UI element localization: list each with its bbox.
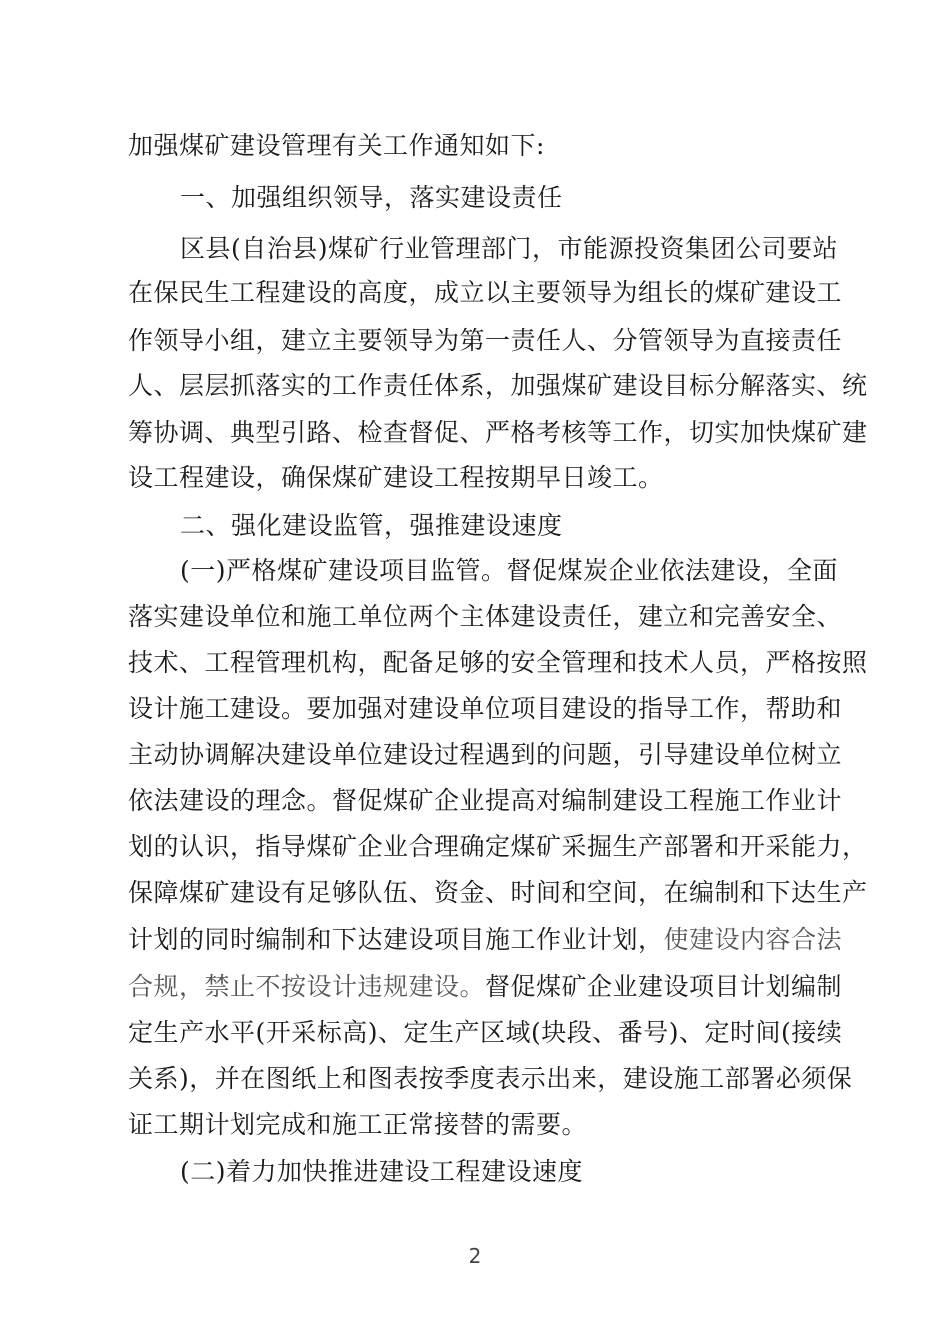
- paragraph-fragment: 督促煤矿企业建设项目计划编制: [485, 972, 843, 1001]
- paragraph-line: (一)严格煤矿建设项目监管。督促煤炭企业依法建设，全面: [180, 556, 839, 585]
- subsection-heading-2: (二)着力加快推进建设工程建设速度: [180, 1157, 584, 1186]
- paragraph-line: 设工程建设，确保煤矿建设工程按期早日竣工。: [128, 463, 664, 492]
- page-number: 2: [468, 1244, 482, 1268]
- paragraph-line: 作领导小组，建立主要领导为第一责任人、分管领导为直接责任: [128, 326, 843, 355]
- paragraph-line: 落实建设单位和施工单位两个主体建设责任，建立和完善安全、: [128, 602, 843, 631]
- paragraph-line: 设计施工建设。要加强对建设单位项目建设的指导工作，帮助和: [128, 694, 843, 723]
- paragraph-line: 关系)，并在图纸上和图表按季度表示出来，建设施工部署必须保: [128, 1064, 853, 1093]
- paragraph-line: 划的认识，指导煤矿企业合理确定煤矿采掘生产部署和开采能力，: [128, 832, 868, 861]
- paragraph-fragment-gray: 使建设内容合法: [663, 925, 843, 954]
- paragraph-line: 筹协调、典型引路、检查督促、严格考核等工作，切实加快煤矿建: [128, 418, 868, 447]
- paragraph-line: 定生产水平(开采标高)、定生产区域(块段、番号)、定时间(接续: [128, 1018, 843, 1047]
- paragraph-line: 技术、工程管理机构，配备足够的安全管理和技术人员，严格按照: [128, 648, 868, 677]
- paragraph-line: 保障煤矿建设有足够队伍、资金、时间和空间，在编制和下达生产: [128, 878, 868, 907]
- paragraph-line: [128, 925, 843, 955]
- paragraph-line: [128, 972, 843, 1002]
- paragraph-line: 区县(自治县)煤矿行业管理部门，市能源投资集团公司要站: [180, 234, 839, 263]
- paragraph-line: 证工期计划完成和施工正常接替的需要。: [128, 1110, 588, 1139]
- section-heading-2: 二、强化建设监管，强推建设速度: [180, 511, 563, 540]
- paragraph-line: 在保民生工程建设的高度，成立以主要领导为组长的煤矿建设工: [128, 278, 843, 307]
- paragraph-line: 依法建设的理念。督促煤矿企业提高对编制建设工程施工作业计: [128, 786, 843, 815]
- paragraph-line: 主动协调解决建设单位建设过程遇到的问题，引导建设单位树立: [128, 740, 843, 769]
- paragraph-fragment-gray: 合规，禁止不按设计违规建设。: [128, 972, 486, 1001]
- intro-line: 加强煤矿建设管理有关工作通知如下:: [128, 131, 545, 160]
- section-heading-1: 一、加强组织领导，落实建设责任: [180, 183, 563, 212]
- paragraph-line: 人、层层抓落实的工作责任体系，加强煤矿建设目标分解落实、统: [128, 371, 868, 400]
- paragraph-fragment: 计划的同时编制和下达建设项目施工作业计划，: [128, 925, 664, 954]
